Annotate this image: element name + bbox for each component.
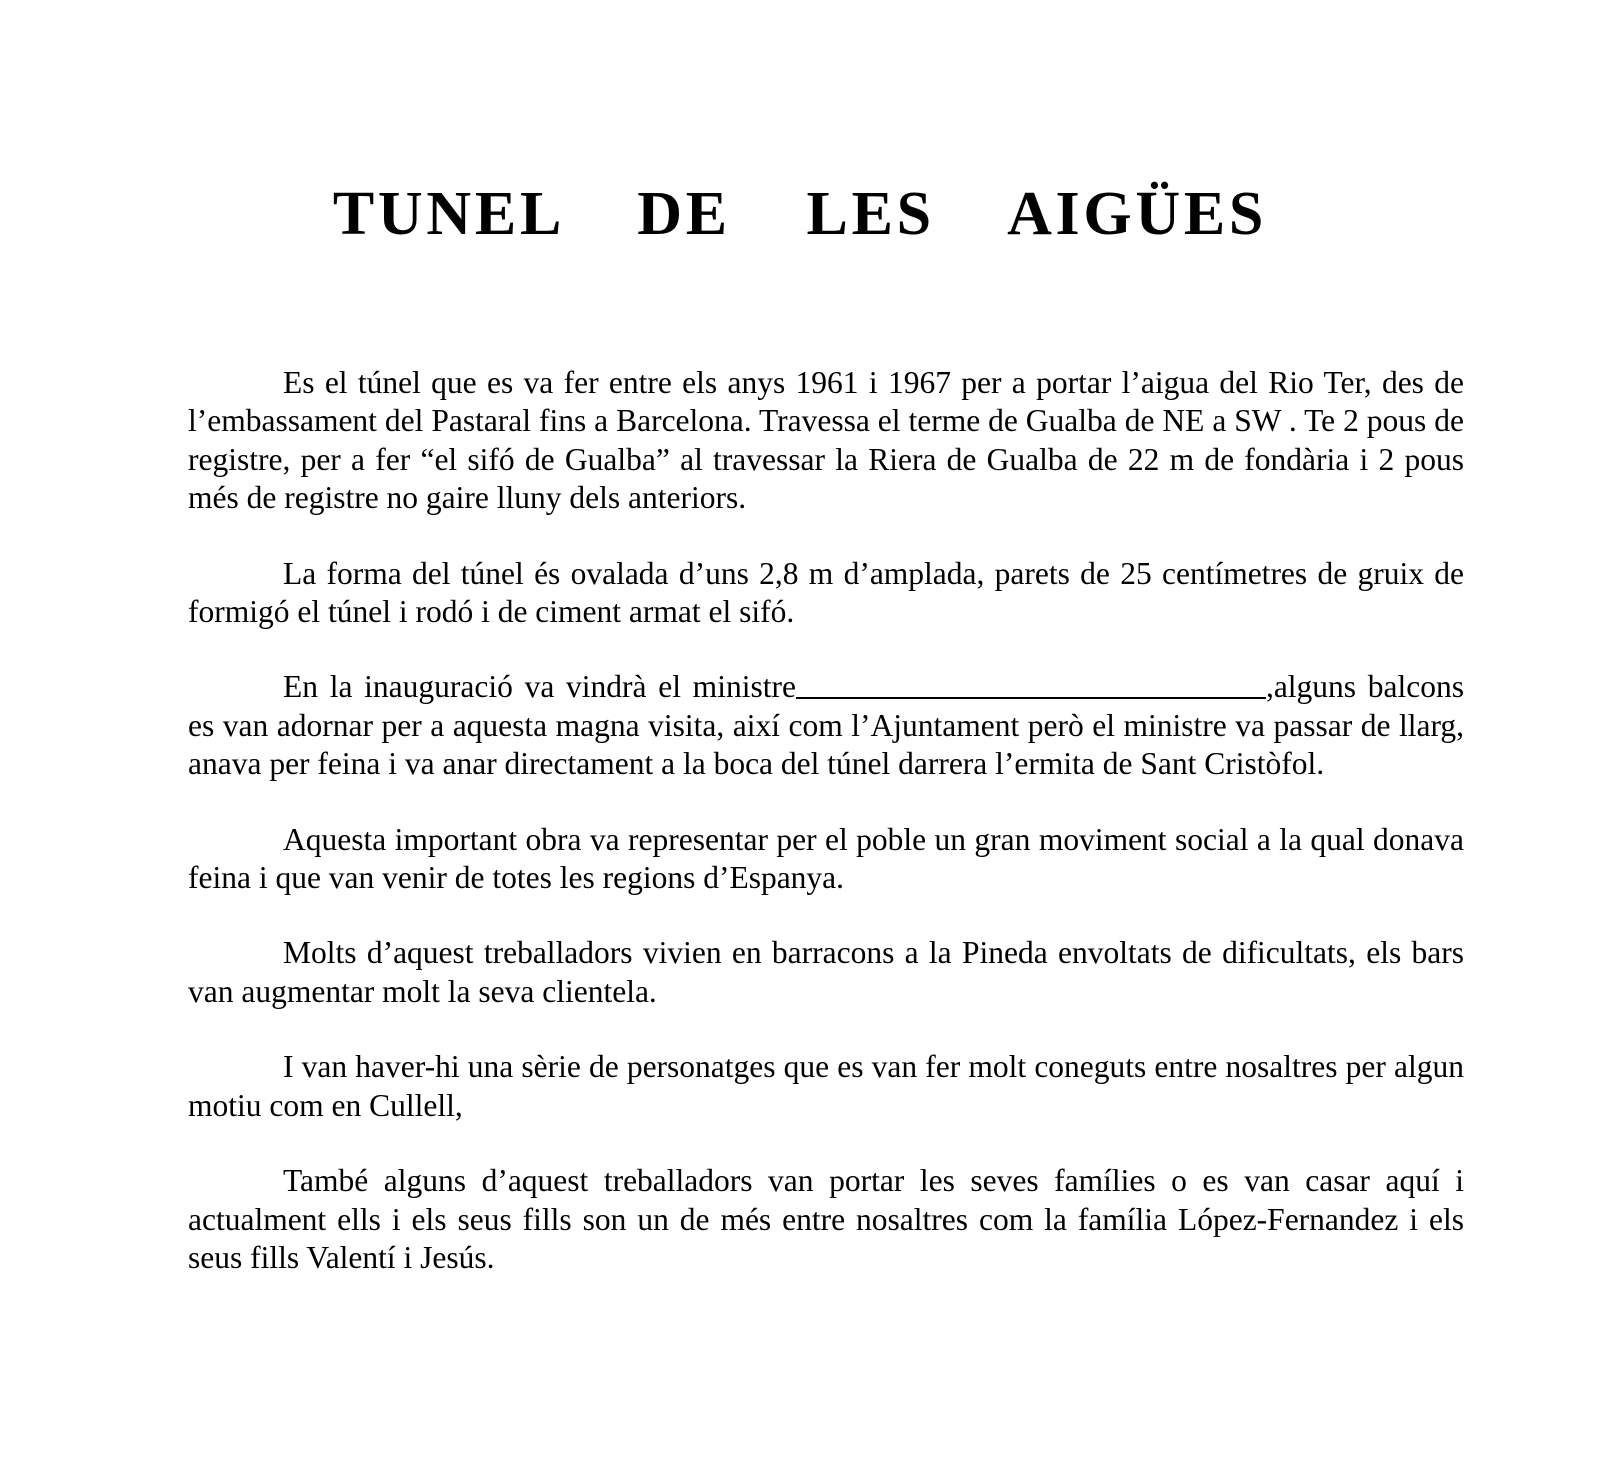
paragraph-3 (188, 668, 1464, 783)
paragraph-3-text-before-blank: En la inauguració va vindrà el ministre (283, 669, 796, 705)
paragraph-5: Molts d’aquest treballadors vivien en barracons a la Pineda envoltats de dificultats, els bars van augmentar molt la seva clientela. (188, 935, 1464, 1009)
paragraph-1: Es el túnel que es va fer entre els anys 1961 i 1967 per a portar l’aigua del Rio Ter, des de l’embassament del Pastaral fins a Barcelona. Travessa el terme de Gualba de NE a SW . Te 2 pous de registre, per a fer “el sifó de Gualba” al travessar la Riera de Gualba de 22 m de fondària i 2 pous més de registre no gaire lluny dels anteriors. (188, 365, 1464, 516)
paragraph-6: I van haver-hi una sèrie de personatges que es van fer molt coneguts entre nosaltres per algun motiu com en Cullell, (188, 1049, 1464, 1123)
paragraph-4: Aquesta important obra va representar per el poble un gran moviment social a la qual donava feina i que van venir de totes les regions d’Espanya. (188, 821, 1464, 896)
ministre-blank-field[interactable] (796, 672, 1266, 700)
paragraph-2: La forma del túnel és ovalada d’uns 2,8 m d’amplada, parets de 25 centímetres de gruix de formigó el túnel i rodó i de ciment armat el sifó. (188, 555, 1464, 630)
page-title: TUNEL DE LES AIGÜES (332, 179, 1268, 248)
paragraph-7: També alguns d’aquest treballadors van portar les seves famílies o es van casar aquí i actualment ells i els seus fills son un de més entre nosaltres com la família López-Fernandez i els seus fills Valentí i Jesús. (188, 1163, 1464, 1275)
paragraph-3-text-after-blank: ,alguns balcons es van adornar per a aquesta magna visita, així com l’Ajuntament però el ministre va passar de llarg, anava per feina i va anar directament a la boca del túnel darrera l’ermita de Sant Cristòfol. (188, 669, 1464, 782)
document-body (188, 364, 1464, 1277)
